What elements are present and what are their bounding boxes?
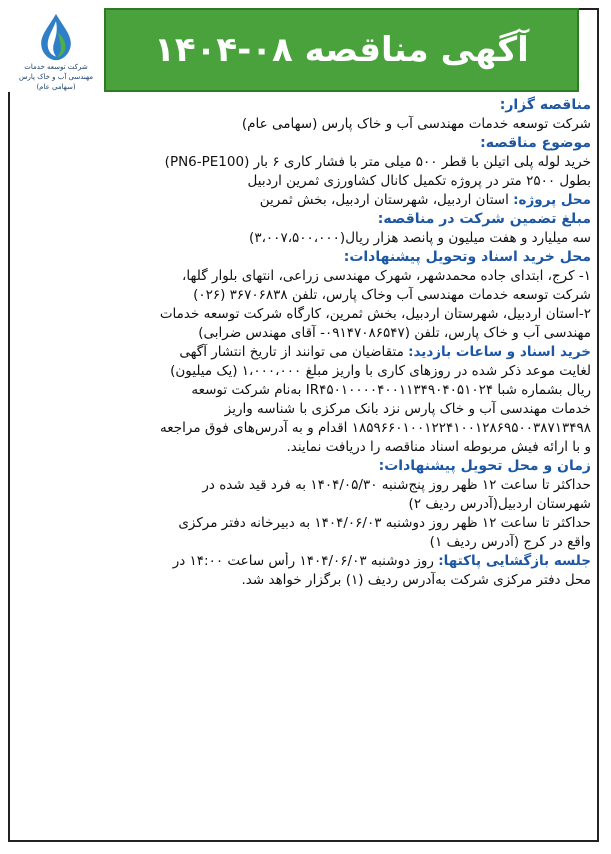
delivery-line: حداکثر تا ساعت ۱۲ ظهر روز پنج‌شنبه ۱۴۰۴/۰۵/۳۰ به فرد قید شده در bbox=[202, 477, 591, 493]
purchase-place-heading: محل خرید اسناد وتحویل پیشنهادات: bbox=[343, 249, 591, 265]
organizer-text: شرکت توسعه خدمات مهندسی آب و خاک پارس (سهامی عام) bbox=[241, 116, 591, 132]
logo-caption-3: (سهامی عام) bbox=[36, 83, 76, 91]
purchase-time-line: ریال بشماره شبا IR۴۵۰۱۰۰۰۰۴۰۰۱۱۳۴۹۰۴۰۵۱۰۲۴ به‌نام شرکت توسعه bbox=[191, 382, 591, 398]
subject-line: خرید لوله پلی اتیلن با قطر ۵۰۰ میلی متر با فشار کاری ۶ بار (PN6-PE100) bbox=[164, 154, 591, 170]
delivery-line: شهرستان اردبیل(آدرس ردیف ۲) bbox=[408, 496, 591, 512]
purchase-time-heading: خرید اسناد و ساعات بازدید: bbox=[408, 344, 591, 360]
location-text: استان اردبیل، شهرستان اردبیل، بخش ثمرین bbox=[259, 192, 509, 208]
purchase-place-line: ۲-استان اردبیل، شهرستان اردبیل، بخش ثمرین، کارگاه شرکت توسعه خدمات bbox=[159, 306, 591, 322]
opening-line: محل دفتر مرکزی شرکت به‌آدرس ردیف (۱) برگزار خواهد شد. bbox=[241, 572, 591, 588]
purchase-time-text: متقاضیان می توانند از تاریخ انتشار آگهی bbox=[179, 344, 404, 360]
opening-heading: جلسه بازگشایی پاکتها: bbox=[438, 553, 591, 569]
guarantee-text: سه میلیارد و هفت میلیون و پانصد هزار ریال(۳،۰۰۷،۵۰۰،۰۰۰) bbox=[249, 230, 591, 246]
delivery-line: حداکثر تا ساعت ۱۲ ظهر روز دوشنبه ۱۴۰۴/۰۶/۰۳ به دبیرخانه دفتر مرکزی bbox=[178, 515, 591, 531]
subject-heading: موضوع مناقصه: bbox=[480, 135, 591, 151]
organizer-heading: مناقصه گزار: bbox=[499, 97, 591, 113]
notice-title: آگهی مناقصه ۰۸-۱۴۰۴ bbox=[154, 30, 529, 70]
notice-header bbox=[8, 8, 579, 92]
purchase-time-row bbox=[20, 343, 591, 362]
delivery-heading: زمان و محل تحویل پیشنهادات: bbox=[378, 458, 591, 474]
purchase-time-line: لغایت موعد ذکر شده در روزهای کاری با واریز مبلغ ۱،۰۰۰،۰۰۰ (یک میلیون) bbox=[170, 363, 591, 379]
logo-caption-2: مهندسی آب و خاک پارس bbox=[19, 73, 94, 81]
notice-body bbox=[20, 96, 591, 590]
guarantee-heading: مبلغ تضمین شرکت در مناقصه: bbox=[377, 211, 591, 227]
delivery-line: واقع در کرج (آدرس ردیف ۱) bbox=[429, 534, 591, 550]
water-drop-logo-icon bbox=[34, 12, 78, 62]
company-logo bbox=[8, 8, 104, 92]
location-heading: محل پروژه: bbox=[513, 192, 591, 208]
purchase-time-line: و با ارائه فیش مربوطه اسناد مناقصه را دریافت نمایند. bbox=[286, 439, 591, 455]
logo-caption-1: شرکت توسعه خدمات bbox=[24, 63, 88, 71]
purchase-time-line: خدمات مهندسی آب و خاک پارس نزد بانک مرکزی با شناسه واریز bbox=[224, 401, 591, 417]
purchase-place-line: ۱- کرج، ابتدای جاده محمدشهر، شهرک مهندسی زراعی، انتهای بلوار گلها، bbox=[182, 268, 591, 284]
purchase-place-line: مهندسی آب و خاک پارس، تلفن (۰۹۱۴۷۰۸۶۵۴۷- آقای مهندس ضرابی) bbox=[198, 325, 591, 341]
location-row bbox=[20, 191, 591, 210]
purchase-place-line: شرکت توسعه خدمات مهندسی آب وخاک پارس، تلفن ۳۶۷۰۶۸۳۸ (۰۲۶) bbox=[193, 287, 591, 303]
purchase-time-line: ۱۸۵۹۶۶۰۱۰۰۱۲۲۴۱۰۰۱۲۸۶۹۵۰۰۳۸۷۱۳۴۹۸ اقدام و به آدرس‌های فوق مراجعه bbox=[160, 420, 591, 436]
opening-text: روز دوشنبه ۱۴۰۴/۰۶/۰۳ رأس ساعت ۱۴:۰۰ در bbox=[172, 553, 434, 569]
opening-row bbox=[20, 552, 591, 571]
subject-line: بطول ۲۵۰۰ متر در پروژه تکمیل کانال کشاورزی ثمرین اردبیل bbox=[247, 173, 591, 189]
title-banner bbox=[104, 8, 579, 92]
